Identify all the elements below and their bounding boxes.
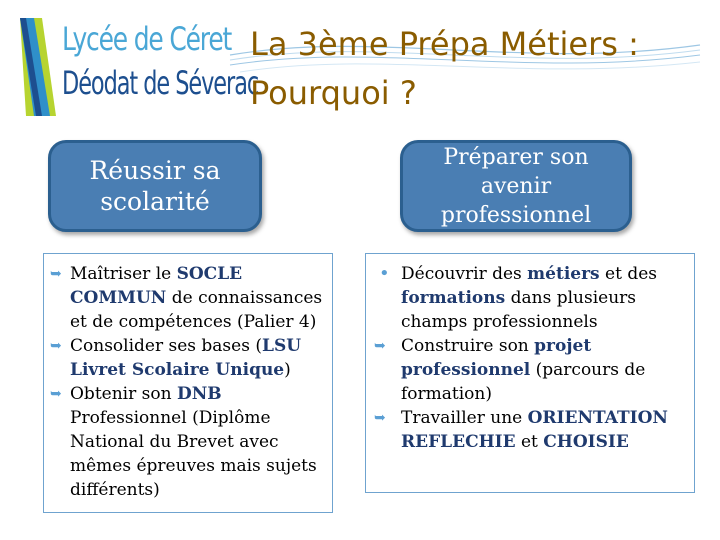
list-item: ➥ Obtenir son DNB Professionnel (Diplôme National du Brevet avec mêmes épreuves mais sujets différents) — [50, 384, 317, 500]
list-item: • Découvrir des métiers et des formations dans plusieurs champs professionnels — [379, 263, 658, 332]
school-logo-icon — [20, 18, 62, 116]
page-title-line1: La 3ème Prépa Métiers : — [250, 25, 639, 63]
bullet-arrow-icon: ➥ — [50, 266, 62, 282]
box-right-label: Préparer son avenir professionnel — [440, 144, 592, 228]
bullet-arrow-icon: ➥ — [50, 338, 62, 354]
box-reussir-scolarite — [48, 140, 262, 232]
list-item: ➥ Maîtriser le SOCLE COMMUN de connaissances et de compétences (Palier 4) — [50, 264, 323, 332]
logo-text-line1: Lycée de Céret — [62, 20, 232, 58]
list-item: ➥ Construire son projet professionnel (parcours de formation) — [374, 336, 646, 404]
box-left-label: Réussir sa scolarité — [89, 156, 221, 216]
school-logo — [20, 18, 259, 116]
bullet-arrow-icon: ➥ — [50, 386, 62, 402]
list-item: ➥ Travailler une ORIENTATION REFLECHIE et CHOISIE — [374, 408, 668, 452]
left-bullet-panel — [43, 253, 333, 513]
bullet-arrow-icon: ➥ — [374, 338, 386, 354]
bullet-arrow-icon: ➥ — [374, 410, 386, 426]
bullet-dot-icon: • — [379, 263, 390, 284]
logo-text-line2: Déodat de Séverac — [62, 64, 259, 102]
list-item: ➥ Consolider ses bases (LSU Livret Scolaire Unique) — [50, 336, 302, 380]
box-preparer-avenir — [400, 140, 632, 232]
page-title — [250, 20, 710, 118]
right-bullet-panel — [365, 253, 695, 493]
page-title-line2: Pourquoi ? — [250, 74, 417, 112]
